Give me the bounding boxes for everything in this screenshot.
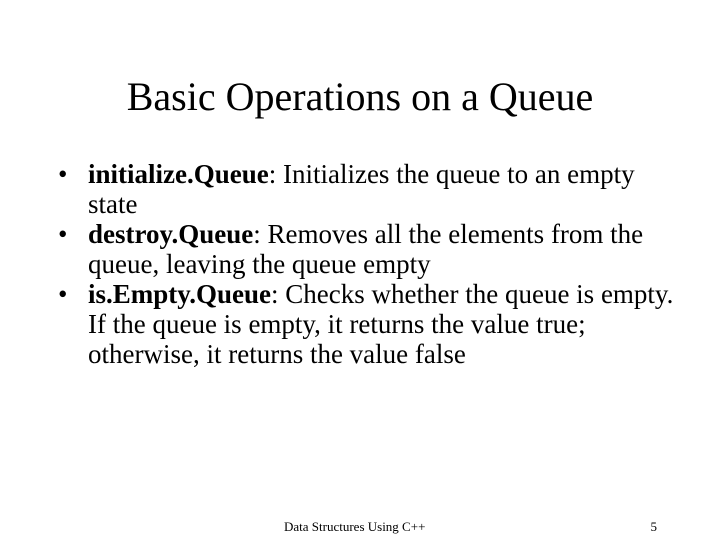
- bullet-item-is-empty-queue: [58, 279, 678, 369]
- footer-text: Data Structures Using C++: [284, 519, 426, 534]
- bullet-term: destroy.Queue: [88, 219, 254, 249]
- slide-title: Basic Operations on a Queue: [126, 74, 594, 119]
- bullet-description: : Checks whether the queue is empty. If the queue is empty, it returns the value true; otherwise, it returns the value false: [88, 279, 674, 369]
- bullet-item-destroy-queue: [58, 219, 678, 279]
- bullet-description: : Initializes the queue to an empty state: [88, 159, 635, 219]
- bullet-list: [58, 159, 678, 369]
- page-number: 5: [650, 519, 657, 534]
- bullet-icon: •: [58, 219, 68, 249]
- bullet-term: initialize.Queue: [88, 159, 269, 189]
- bullet-description: : Removes all the elements from the queue, leaving the queue empty: [88, 219, 644, 279]
- bullet-item-initialize-queue: [58, 159, 678, 219]
- bullet-icon: •: [58, 279, 68, 309]
- bullet-term: is.Empty.Queue: [88, 279, 272, 309]
- bullet-icon: •: [58, 159, 68, 189]
